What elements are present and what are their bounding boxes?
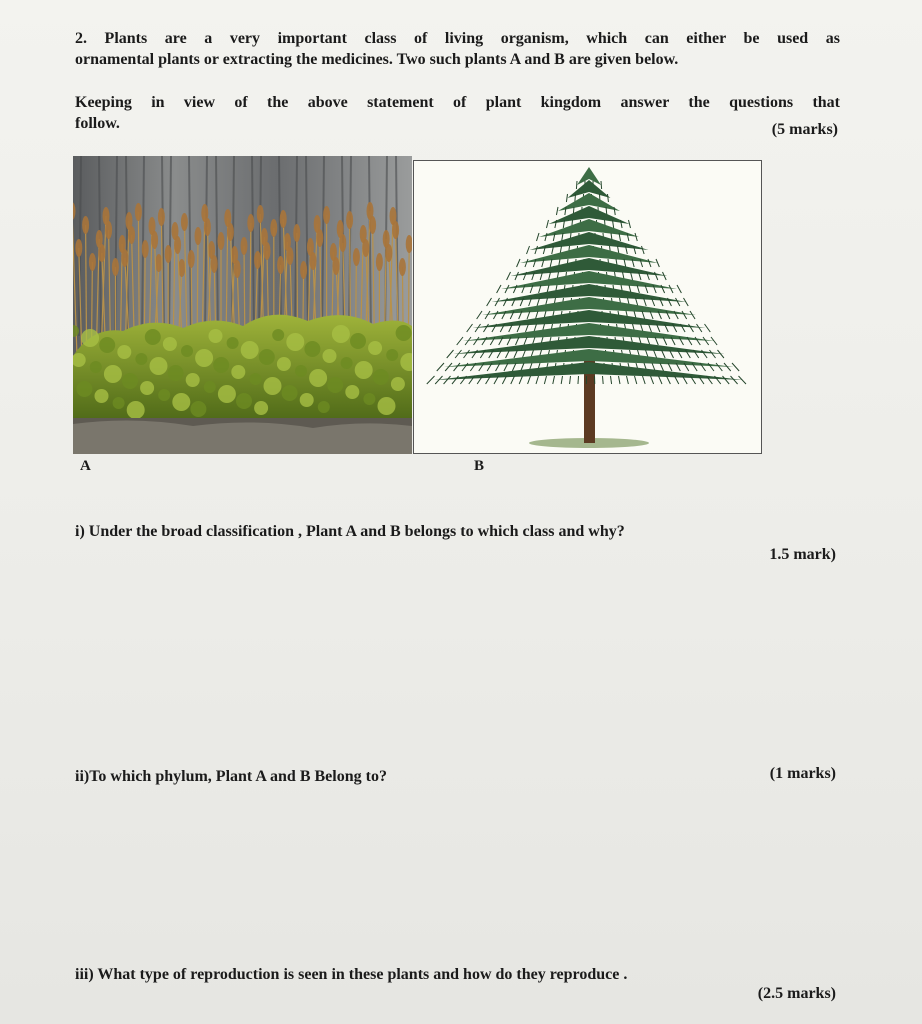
conifer-photo: [413, 160, 762, 454]
subquestion-2: ii)To which phylum, Plant A and B Belong to?: [75, 768, 387, 785]
instruction-line-1: Keeping in view of the above statement of plant kingdom answer the questions that: [75, 94, 840, 111]
question-instruction: [75, 92, 840, 134]
total-marks: (5 marks): [771, 121, 838, 138]
moss-photo: [73, 156, 412, 454]
figure-b-label: B: [474, 458, 485, 474]
subquestion-3-marks: (2.5 marks): [757, 985, 836, 1002]
subquestion-1-marks: 1.5 mark): [769, 546, 836, 563]
subquestion-2-marks: (1 marks): [769, 765, 836, 782]
intro-line-2: ornamental plants or extracting the medicines. Two such plants A and B are given below.: [75, 51, 679, 68]
question-intro: [75, 28, 840, 70]
subquestion-3: iii) What type of reproduction is seen in these plants and how do they reproduce .: [75, 966, 628, 983]
subquestion-1: i) Under the broad classification , Plant A and B belongs to which class and why?: [75, 523, 625, 540]
intro-line-1: 2. Plants are a very important class of living organism, which can either be used as: [75, 30, 840, 47]
figure-a-label: A: [80, 458, 91, 474]
instruction-line-2: follow.: [75, 115, 120, 132]
conifer-illustration: [414, 161, 761, 453]
moss-illustration: [73, 156, 412, 454]
